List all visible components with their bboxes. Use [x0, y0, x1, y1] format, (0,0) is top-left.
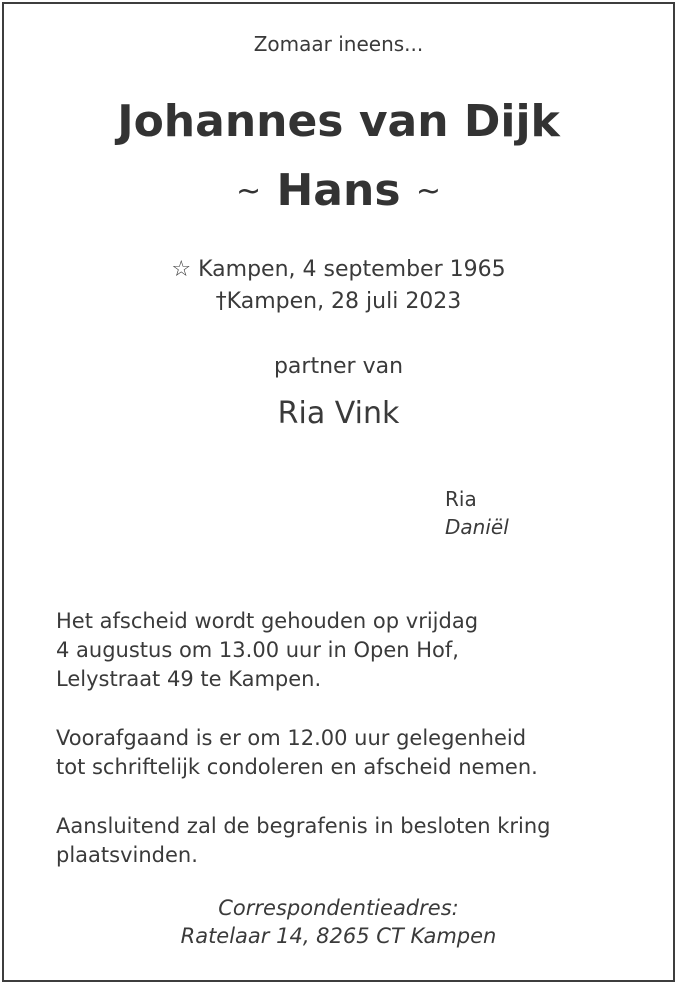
tilde-right: ~	[415, 174, 441, 209]
birth-line	[0, 257, 677, 282]
burial-paragraph	[56, 812, 656, 870]
death-place-date: Kampen, 28 juli 2023	[226, 289, 462, 314]
death-line	[0, 289, 677, 314]
text-line: 4 augustus om 13.00 uur in Open Hof,	[56, 638, 459, 662]
signature-ria: Ria	[445, 487, 477, 511]
correspondence-label: Correspondentieadres:	[218, 896, 459, 920]
birth-place-date: Kampen, 4 september 1965	[198, 257, 506, 282]
text-line: Lelystraat 49 te Kampen.	[56, 667, 322, 691]
signature-daniel: Daniël	[445, 515, 509, 539]
deceased-full-name: Johannes van Dijk	[117, 96, 560, 147]
cross-icon: †	[215, 289, 227, 314]
text-line: Voorafgaand is er om 12.00 uur gelegenheid	[56, 726, 527, 750]
text-line: plaatsvinden.	[56, 843, 198, 867]
partner-name: Ria Vink	[277, 396, 400, 431]
tilde-left: ~	[236, 174, 262, 209]
condolence-paragraph	[56, 724, 656, 782]
text-line: tot schriftelijk condoleren en afscheid nemen.	[56, 755, 538, 779]
star-icon: ☆	[171, 257, 192, 282]
partner-label: partner van	[273, 354, 404, 379]
text-line: Aansluitend zal de begrafenis in besloten kring	[56, 814, 551, 838]
text-line: Het afscheid wordt gehouden op vrijdag	[56, 609, 479, 633]
deceased-nickname: Hans	[276, 165, 401, 216]
intro-text: Zomaar ineens...	[253, 32, 424, 56]
deceased-nickname-line	[0, 165, 677, 216]
correspondence-address: Ratelaar 14, 8265 CT Kampen	[180, 924, 497, 948]
funeral-paragraph	[56, 607, 656, 694]
